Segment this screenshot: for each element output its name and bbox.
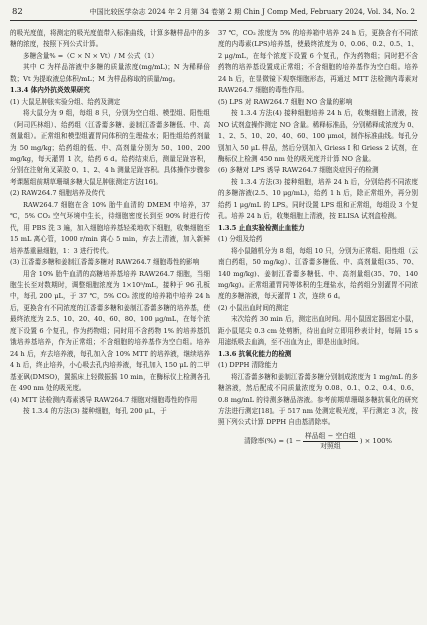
formula-lhs: 清除率(%) = (1 −: [244, 437, 302, 446]
paragraph: 其中 C 为样品溶液中多糖的质量浓度(mg/mL)；N 为稀释倍数；Vt 为提取液总体积/mL；M 为样品称取的质量/mg。: [10, 63, 210, 83]
section-heading: 1.3.5 止血实验检测止血能力: [218, 223, 305, 232]
paragraph: (4) MTT 法检测内毒素诱导 RAW264.7 细胞对细胞毒性的作用: [10, 395, 198, 404]
paragraph: (2) 小鼠出血时间的测定: [218, 303, 289, 312]
paragraph: 将江香薷多糖和姜制江香薷多糖分别制成浓度为 1 mg/mL 的多糖溶液，然后配成不同质量浓度为 0.08、0.1、0.2、0.4、0.6、0.8 mg/mL 的待测多糖品溶液。参考前期草珊瑚多糖抗氧化的研究方法进行测定[18]。于 517 nm 处测定吸光度，平行测定 3 次，按照下列公式计算 DPPH 自由基清除率。: [218, 372, 418, 427]
paragraph: RAW264.7 细胞在含 10% 胎牛血清的 DMEM 中培养，37 ℃，5% CO₂ 空气环境中生长，待细胞密度长到至 90% 时进行传代，用 PBS 洗 3 遍，加入细胞培养基轻柔地吹下细胞，收集细胞至 15 mL 离心管，1000 r/min 离心 5 min，弃去上清液，加入新鲜培养基重悬细胞，1：3 进行传代。: [10, 200, 210, 255]
formula-rhs: ) × 100%: [359, 437, 392, 446]
right-column-text: [218, 28, 418, 429]
paragraph: 按 1.3.4 的方法(3) 接种细胞，每孔 200 μL，于: [23, 406, 167, 415]
right-column: [218, 28, 418, 455]
formula-numerator: 样品组 − 空白组: [305, 432, 356, 441]
paragraph: 按 1.3.4 方法(4) 接种细胞培养 24 h 后，收集细胞上清液，按 NO 试剂盒操作测定 NO 含量。稀释标准品，分别稀释成浓度为 0、1、2、5、10、20、40、60、100 μmol，制作标准曲线。每孔分别加入 50 μL 样品，然后分别加入 Griess Ⅰ 和 Griess 2 试剂，在酶标仪上检测 450 nm 处的吸光度并计算 NO 含量。: [218, 109, 418, 163]
running-header: [10, 7, 417, 21]
paragraph: 37 ℃，CO₂ 浓度为 5% 的培养箱中培养 24 h 后，更换含有不同浓度的内毒素(LPS)培养基，使最终浓度为 0、0.06、0.2、0.5、1、2 μg/mL，在每个浓度下设置 6 个复孔，作为药物组；同时把不含药物的培养基设置成正常组；不含细胞的培养基作为空白组。培养 24 h 后，在显微镜下观察细胞形态，再通过 MTT 法检测内毒素对 RAW264.7 细胞的毒性作用。: [218, 29, 418, 95]
section-heading: 1.3.4 体内外抗炎效果研究: [10, 86, 90, 95]
paragraph: (1) 分组及给药: [218, 235, 263, 244]
paragraph: 按 1.3.4 方法(3) 接种细胞，培养 24 h 后，分别给药不同浓度的多糖溶液(2.5、10 μg/mL)，给药 1 h 后，除正常组外，再分别给药 1 μg/mL 的 LPS。同时设置 LPS 组和正常组，每组设 3 个复孔。培养 24 h 后，收集细胞上清液，按 ELISA 试剂盒检测。: [218, 177, 418, 221]
section-heading: 1.3.6 抗氧化能力的检测: [218, 349, 292, 358]
paragraph: 将小鼠随机分为 8 组，每组 10 只，分别为正常组、阳性组（云南白药组，50 mg/kg）、江香薷多糖低、中、高剂量组(35、70、140 mg/kg)、姜制江香薷多糖低、中、高剂量组(35、70、140 mg/kg)。正常组灌胃同等体积的生理盐水，给药组分别灌胃不同浓度的多糖溶液，每天灌胃 1 次，连续 6 d。: [218, 246, 418, 301]
paragraph: 的吸光度值，将测定的吸光度值带入标准曲线，计算多糖样品中的多糖的浓度，按照下列公式计算。: [10, 29, 210, 49]
left-column: [10, 28, 210, 417]
paragraph: (1) DPPH 清除能力: [218, 361, 278, 370]
paragraph: 用含 10% 胎牛血清的高糖培养基培养 RAW264.7 细胞，当细胞生长至对数期时，调整细胞浓度为 1×10⁵/mL，接种于 96 孔板中，每孔 200 μL，于 37 ℃，5% CO₂ 浓度的培养箱中培养 24 h 后，更换含有不同浓度的江香薷多糖和姜制江香薷多糖的培养基，使最终浓度为 2.5、10、20、40、60、80、100 μg/mL，在每个浓度下设置 6 个复孔，作为药物组；同时用不含药物 1% 的培养基饥饿培养基培养，作为正常组；不含细胞的培养基作为空白组。培养 24 h 后，弃去培养液，每孔加入含 10% MTT 的培养液，继续培养 4 h 后，终止培养，小心吸去孔内培养液，每孔加入 150 μL 的二甲基亚砜(DMSO)，置摇床上轻微振摇 10 min，在酶标仪上检测各孔在 490 nm 处的吸光度。: [10, 269, 210, 393]
paragraph: (6) 多糖对 LPS 诱导 RAW264.7 细胞炎症因子的检测: [218, 166, 379, 175]
page-number: 82: [12, 7, 23, 17]
paragraph: 末次给药 30 min 后，测定出血时间。用小鼠固定器固定小鼠，距小鼠尾尖 0.3 cm 处剪断，待出血时立即用秒表计时，每隔 15 s 用滤纸吸去血滴，至不出血为止，即是出血时间。: [218, 315, 418, 347]
dpph-formula: [218, 429, 418, 455]
paragraph: (5) LPS 对 RAW264.7 细胞 NO 含量的影响: [218, 97, 353, 106]
paragraph: (1) 大鼠足肿胀实验分组、给药及测定: [10, 97, 121, 106]
paragraph: (3) 江香薷多糖和姜制江香薷多糖对 RAW264.7 细胞毒性的影响: [10, 258, 200, 267]
paragraph: 将大鼠分为 9 组，每组 8 只，分别为空白组、模型组、阳性组（阿司匹林组）、给药组（江香薷多糖、姜制江香薷多糖低、中、高剂量组）。正常组和模型组灌胃同体积的生理盐水；阳性组给药剂量为 50 mg/kg；给药组的低、中、高剂量分别为 50、100、200 mg/kg，每天灌胃 1 次，给药 6 d。给药结束后，测量足趾容积，分别在注射角叉菜胶 0、1、2、4 h 测量足趾容积。具体操作步骤参考课题组前期草珊瑚多糖大鼠足肿胀测定方法[16]。: [10, 109, 210, 186]
formula-fraction: [303, 432, 358, 451]
running-title: 中国比较医学杂志 2024 年 2 月第 34 卷第 2 期 Chin J Comp Med, February 2024, Vol. 34, No. 2: [89, 8, 415, 16]
paragraph: (2) RAW264.7 细胞培养及传代: [10, 189, 105, 198]
paragraph: 多糖含量% =（C × N × Vt）/ M 公式（1）: [23, 51, 158, 60]
formula-denominator: 对照组: [320, 442, 341, 451]
